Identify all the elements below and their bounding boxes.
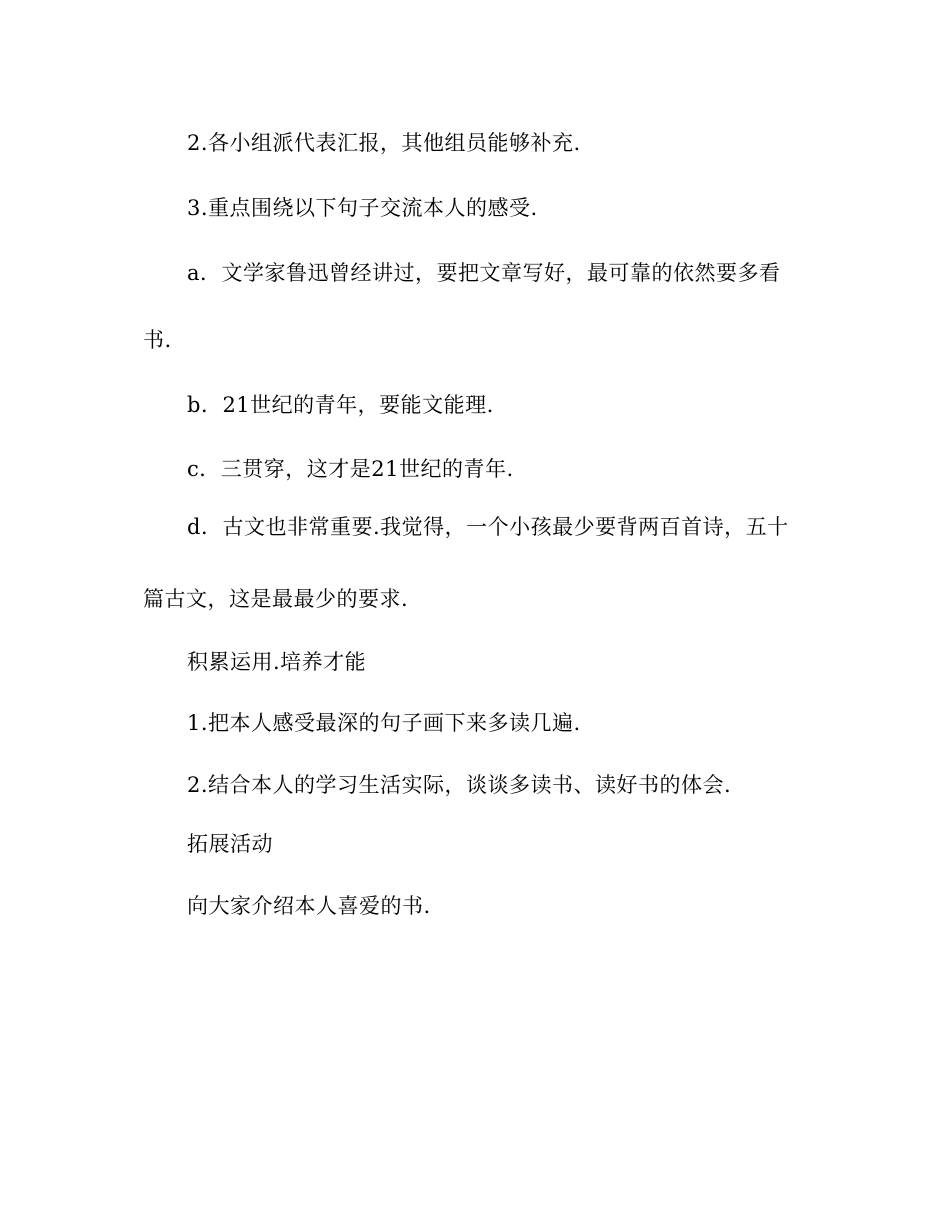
quote-d-line-1: d．古文也非常重要.我觉得，一个小孩最少要背两百首诗，五十 [187, 515, 789, 539]
section-heading-extension: 拓展活动 [187, 832, 273, 856]
extension-item: 向大家介绍本人喜爱的书. [187, 894, 431, 918]
quote-a-line-2: 书. [143, 328, 172, 352]
practice-item-1: 1.把本人感受最深的句子画下来多读几遍. [187, 711, 581, 735]
section-heading-practice: 积累运用.培养才能 [187, 650, 367, 674]
quote-d-line-2: 篇古文，这是最最少的要求. [143, 587, 409, 611]
step-2-report: 2.各小组派代表汇报，其他组员能够补充. [187, 131, 581, 155]
practice-item-2: 2.结合本人的学习生活实际，谈谈多读书、读好书的体会. [187, 773, 732, 797]
quote-c: c．三贯穿，这才是21世纪的青年. [187, 457, 514, 481]
quote-b: b．21世纪的青年，要能文能理. [187, 393, 494, 417]
step-3-discussion: 3.重点围绕以下句子交流本人的感受. [187, 196, 538, 220]
quote-a-line-1: a．文学家鲁迅曾经讲过，要把文章写好，最可靠的依然要多看 [187, 261, 781, 285]
